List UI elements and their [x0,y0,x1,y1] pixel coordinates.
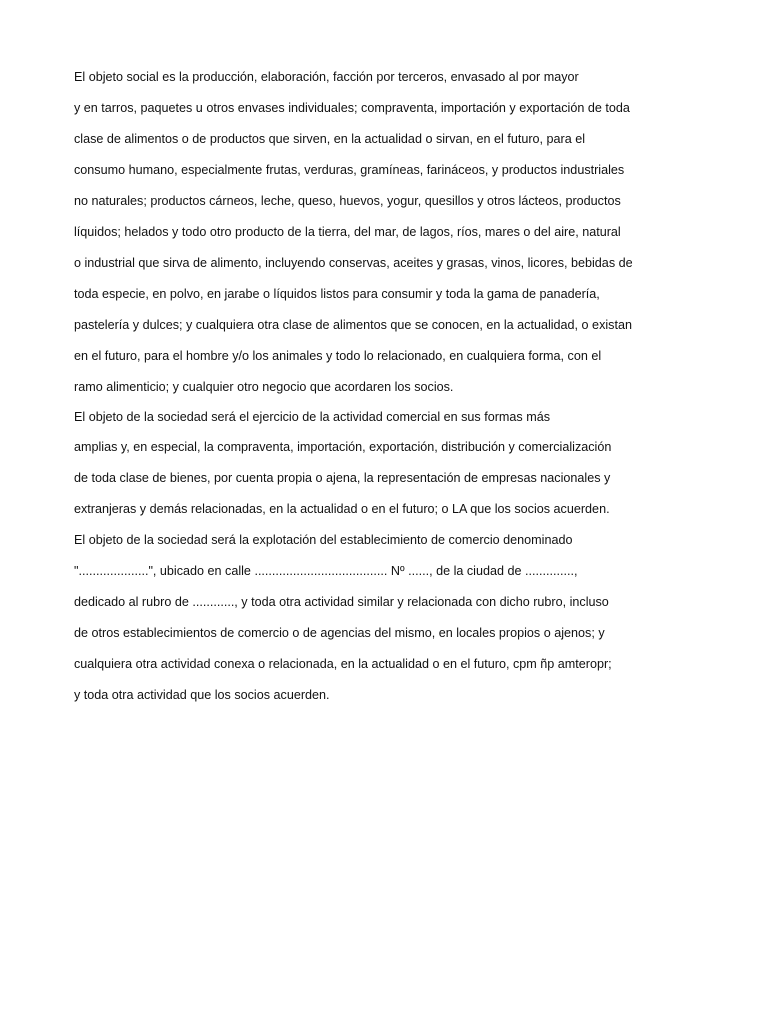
text-line: dedicado al rubro de ............, y toda otra actividad similar y relacionada con dicho rubro, incluso [74,595,609,609]
text-line: toda especie, en polvo, en jarabe o líquidos listos para consumir y toda la gama de panadería, [74,287,600,301]
text-line: de otros establecimientos de comercio o de agencias del mismo, en locales propios o ajenos; y [74,626,605,640]
text-line: extranjeras y demás relacionadas, en la actualidad o en el futuro; o LA que los socios acuerden. [74,502,610,516]
text-line: clase de alimentos o de productos que sirven, en la actualidad o sirvan, en el futuro, para el [74,132,586,146]
text-line: cualquiera otra actividad conexa o relacionada, en la actualidad o en el futuro, cpm ñp amteropr; [74,657,612,671]
text-line: El objeto de la sociedad será la explotación del establecimiento de comercio denominado [74,533,573,547]
document-body [74,66,714,715]
text-line: y en tarros, paquetes u otros envases individuales; compraventa, importación y exportación de toda [74,101,630,115]
text-line: de toda clase de bienes, por cuenta propia o ajena, la representación de empresas nacionales y [74,471,611,485]
text-line: "....................", ubicado en calle ...................................... Nº ......, de la ciudad de .............., [74,564,578,578]
text-line: y toda otra actividad que los socios acuerden. [74,688,330,702]
text-line: amplias y, en especial, la compraventa, importación, exportación, distribución y comercialización [74,440,612,454]
text-line: en el futuro, para el hombre y/o los animales y todo lo relacionado, en cualquiera forma, con el [74,349,602,363]
text-line: consumo humano, especialmente frutas, verduras, gramíneas, farináceos, y productos industriales [74,163,625,177]
text-line: no naturales; productos cárneos, leche, queso, huevos, yogur, quesillos y otros lácteos, productos [74,194,621,208]
text-line: o industrial que sirva de alimento, incluyendo conservas, aceites y grasas, vinos, licores, bebidas de [74,256,633,270]
text-line: ramo alimenticio; y cualquier otro negocio que acordaren los socios. [74,380,454,394]
text-line: El objeto social es la producción, elaboración, facción por terceros, envasado al por mayor [74,70,579,84]
text-line: pastelería y dulces; y cualquiera otra clase de alimentos que se conocen, en la actualidad, o existan [74,318,632,332]
text-line: líquidos; helados y todo otro producto de la tierra, del mar, de lagos, ríos, mares o del aire, natural [74,225,621,239]
text-line: El objeto de la sociedad será el ejercicio de la actividad comercial en sus formas más [74,410,550,424]
